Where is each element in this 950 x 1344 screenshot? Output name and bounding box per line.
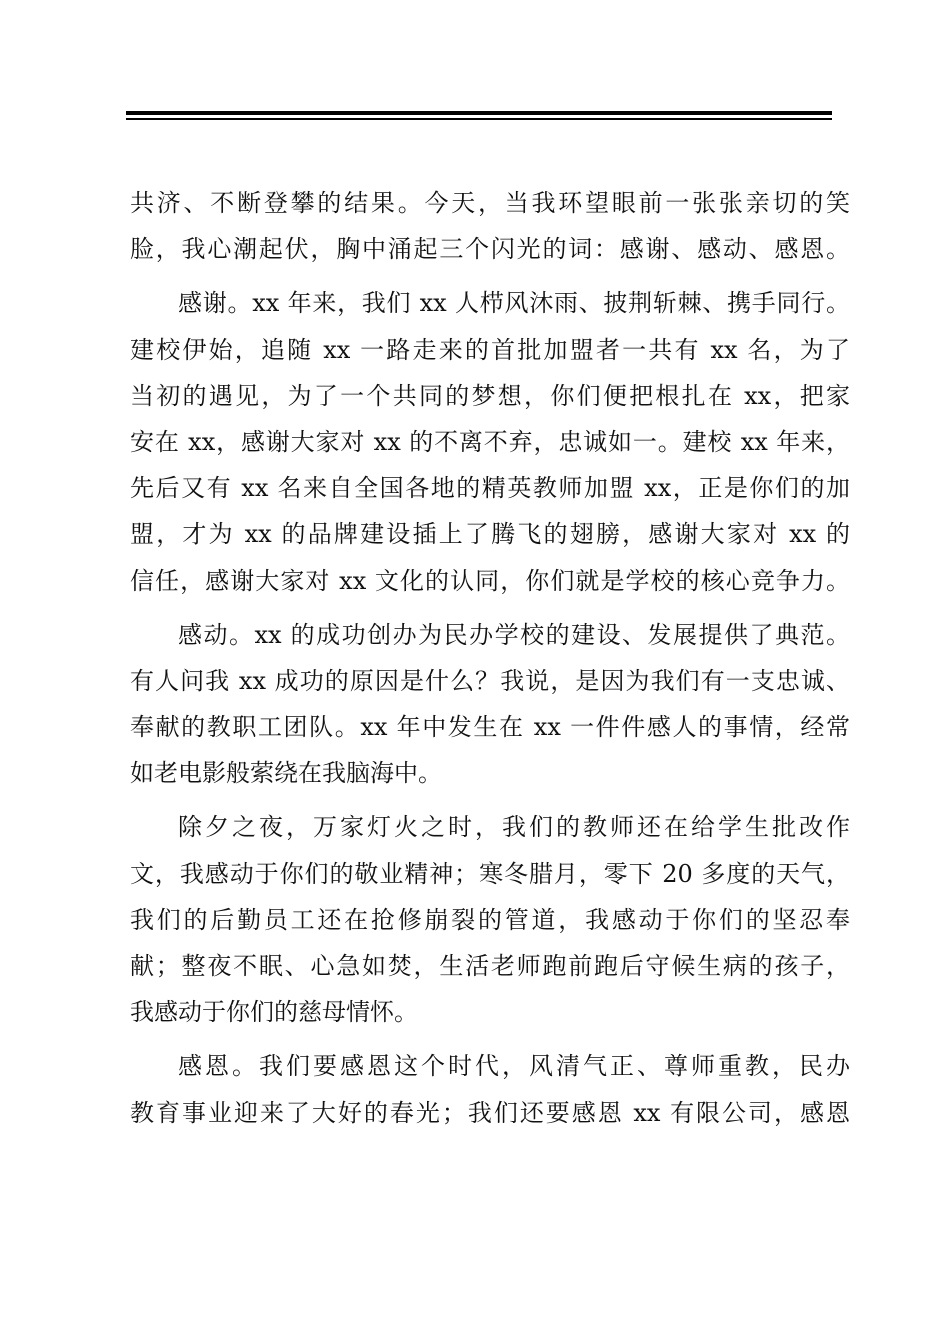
text-line: 感谢。xx 年来，我们 xx 人栉风沐雨、披荆斩棘、携手同行。 <box>178 289 850 318</box>
paragraph-5 <box>130 1043 850 1135</box>
text-line: 先后又有 xx 名来自全国各地的精英教师加盟 xx，正是你们的加 <box>130 474 850 503</box>
text-line: 除夕之夜，万家灯火之时，我们的教师还在给学生批改作 <box>178 813 850 842</box>
text-line: 奉献的教职工团队。xx 年中发生在 xx 一件件感人的事情，经常 <box>130 713 850 742</box>
header-rule-thick <box>126 111 832 115</box>
text-line: 教育事业迎来了大好的春光；我们还要感恩 xx 有限公司，感恩 <box>130 1098 850 1127</box>
text-line: 有人问我 xx 成功的原因是什么？我说，是因为我们有一支忠诚、 <box>130 666 850 695</box>
header-rule-thin <box>126 118 832 120</box>
text-line: 当初的遇见，为了一个共同的梦想，你们便把根扎在 xx，把家 <box>130 381 850 410</box>
paragraph-2 <box>130 280 850 603</box>
paragraph-3 <box>130 612 850 797</box>
text-line: 安在 xx，感谢大家对 xx 的不离不弃，忠诚如一。建校 xx 年来， <box>130 427 850 456</box>
text-line: 信任，感谢大家对 xx 文化的认同，你们就是学校的核心竞争力。 <box>130 566 850 595</box>
text-line: 感恩。我们要感恩这个时代，风清气正、尊师重教，民办 <box>178 1052 850 1081</box>
text-line: 献；整夜不眠、心急如焚，生活老师跑前跑后守候生病的孩子， <box>130 952 850 980</box>
text-line: 建校伊始，追随 xx 一路走来的首批加盟者一共有 xx 名，为了 <box>130 335 850 364</box>
text-line: 我感动于你们的慈母情怀。 <box>130 998 418 1027</box>
text-line: 盟，才为 xx 的品牌建设插上了腾飞的翅膀，感谢大家对 xx 的 <box>130 520 850 549</box>
text-line: 如老电影般萦绕在我脑海中。 <box>130 759 442 788</box>
paragraph-1 <box>130 180 850 272</box>
text-line: 脸，我心潮起伏，胸中涌起三个闪光的词：感谢、感动、感恩。 <box>130 235 850 264</box>
body-text <box>130 180 850 1136</box>
text-line: 感动。xx 的成功创办为民办学校的建设、发展提供了典范。 <box>178 620 850 649</box>
text-line: 共济、不断登攀的结果。今天，当我环望眼前一张张亲切的笑 <box>130 189 850 217</box>
paragraph-4 <box>130 804 850 1035</box>
text-line: 我们的后勤员工还在抢修崩裂的管道，我感动于你们的坚忍奉 <box>130 905 850 934</box>
text-line: 文，我感动于你们的敬业精神；寒冬腊月，零下 20 多度的天气， <box>130 859 850 888</box>
